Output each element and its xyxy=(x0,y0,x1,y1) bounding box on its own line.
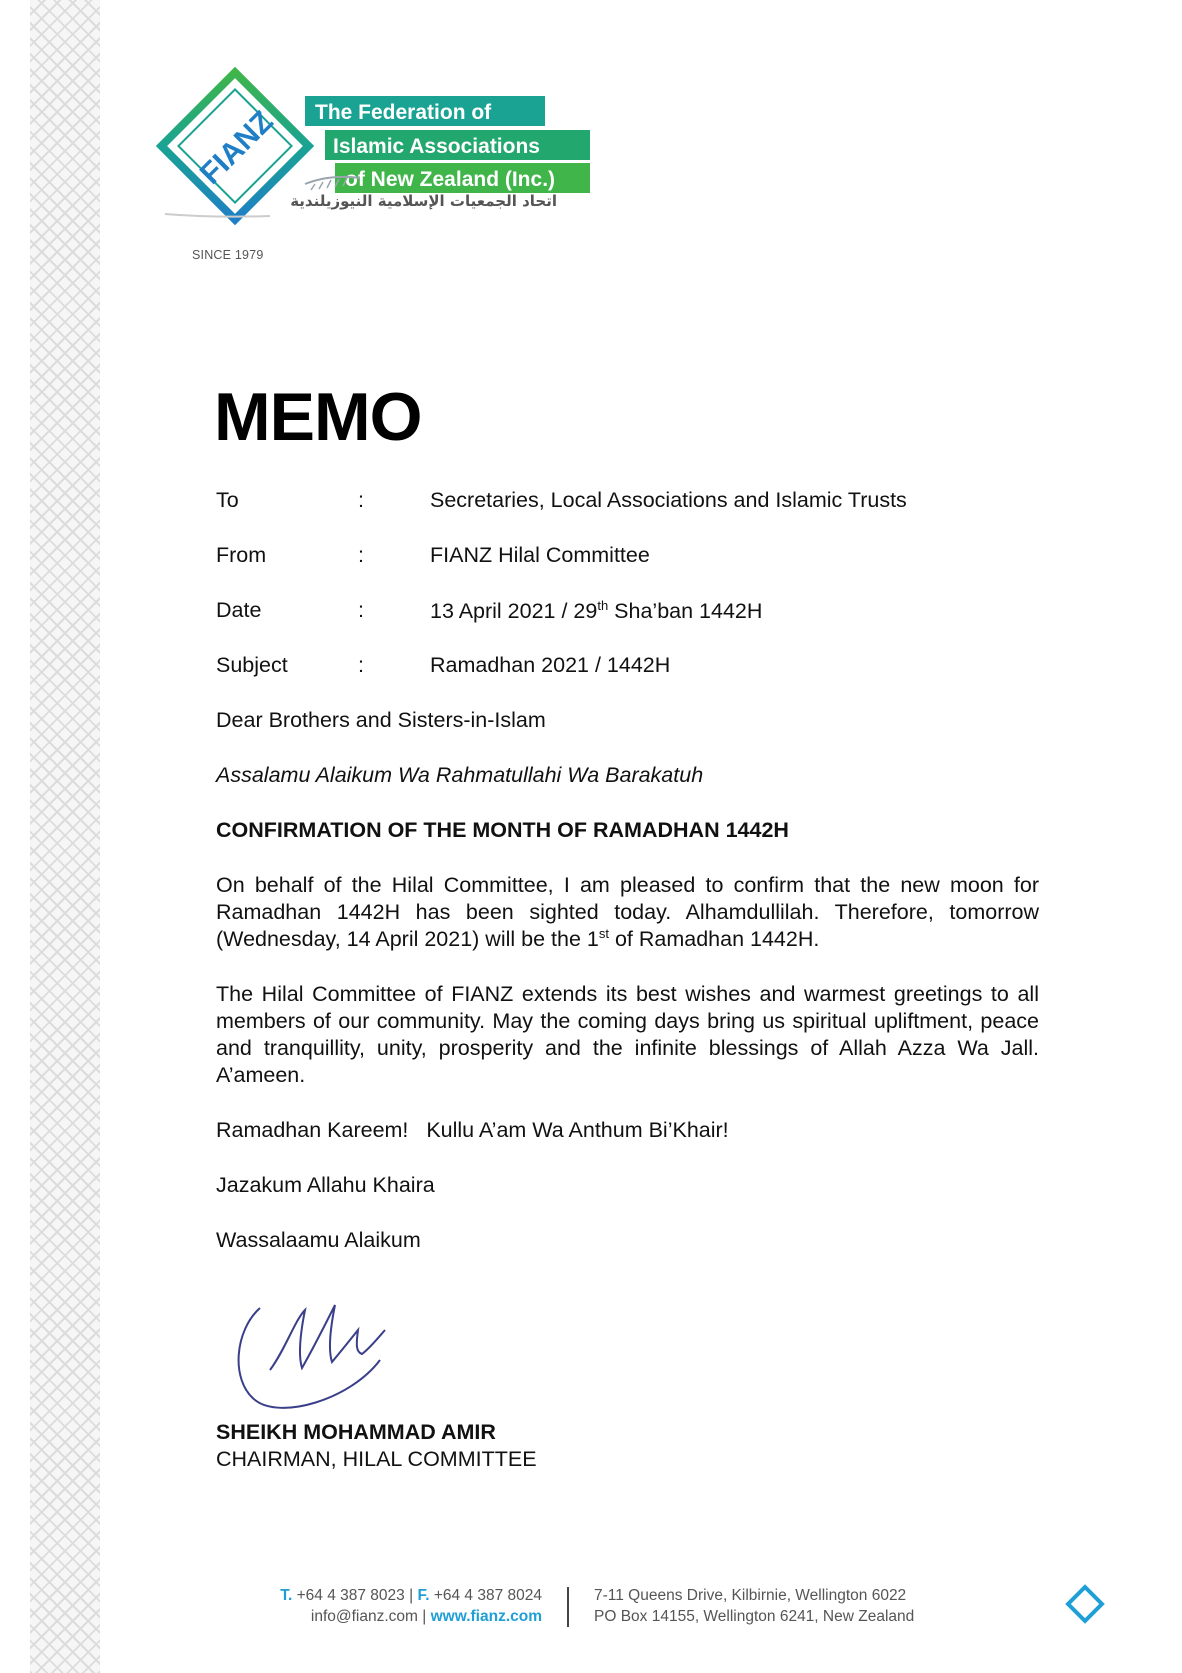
date-value-post: Sha’ban 1442H xyxy=(608,599,763,624)
paragraph-1-tail: of Ramadhan 1442H. xyxy=(608,927,820,951)
field-value: Ramadhan 2021 / 1442H xyxy=(430,653,671,677)
memo-title: MEMO xyxy=(214,379,422,455)
logo-line-3: of New Zealand (Inc.) xyxy=(345,168,556,191)
field-value: Secretaries, Local Associations and Islamic Trusts xyxy=(430,488,907,512)
logo-line-1: The Federation of xyxy=(315,101,492,124)
field-value xyxy=(430,598,762,624)
decorative-side-strip xyxy=(30,0,100,1673)
tel-number: +64 4 387 8023 xyxy=(296,1587,405,1604)
email-link[interactable]: info@fianz.com xyxy=(310,1608,418,1625)
footer-contact xyxy=(220,1585,542,1627)
website-link[interactable]: www.fianz.com xyxy=(430,1608,542,1625)
signatory-name: SHEIKH MOHAMMAD AMIR xyxy=(216,1420,496,1444)
date-value-sup: th xyxy=(597,598,609,613)
field-value: FIANZ Hilal Committee xyxy=(430,543,650,567)
since-year: SINCE 1979 xyxy=(192,248,264,262)
address-line-1: 7-11 Queens Drive, Kilbirnie, Wellington 6022 xyxy=(594,1587,907,1604)
fax-number: +64 4 387 8024 xyxy=(433,1587,542,1604)
footer-separator: | xyxy=(409,1587,414,1604)
diamond-icon xyxy=(1063,1582,1107,1626)
paragraph-2: The Hilal Committee of FIANZ extends its best wishes and warmest greetings to all members of our community. May the coming days bring us spiritual upliftment, peace and tranquillity, unity, prosperity and the infinite blessings of Allah Azza Wa Jall. A’ameen. xyxy=(216,982,1039,1087)
wishes: Ramadhan Kareem! Kullu A’am Wa Anthum Bi’Khair! xyxy=(216,1118,729,1142)
footer-separator: | xyxy=(422,1608,427,1625)
field-label: Subject xyxy=(216,653,288,677)
fax-label: F. xyxy=(417,1587,430,1604)
closing: Wassalaamu Alaikum xyxy=(216,1228,421,1252)
field-label: From xyxy=(216,543,267,567)
paragraph-1-text: On behalf of the Hilal Committee, I am pleased to confirm that the new moon for Ramadhan 1442H has been sighted today. Alhamdullilah. Therefore, tomorrow (Wednesday, 14 April 2021) will be the 1 xyxy=(216,873,1039,951)
field-colon: : xyxy=(358,543,364,567)
footer-divider xyxy=(567,1587,569,1627)
tel-label: T. xyxy=(280,1587,293,1604)
section-heading: CONFIRMATION OF THE MONTH OF RAMADHAN 1442H xyxy=(216,818,789,842)
date-value-pre: 13 April 2021 / 29 xyxy=(430,599,598,624)
logo-monogram: FIANZ xyxy=(193,104,280,191)
handwritten-signature xyxy=(230,1290,410,1420)
field-label: To xyxy=(216,488,239,512)
field-colon: : xyxy=(358,653,364,677)
fianz-logo xyxy=(155,66,605,266)
logo-arabic: اتحاد الجمعيات الإسلامية النيوزيلندية xyxy=(290,192,557,210)
address-line-2: PO Box 14155, Wellington 6241, New Zealand xyxy=(594,1608,915,1625)
salutation: Dear Brothers and Sisters-in-Islam xyxy=(216,708,546,732)
logo-line-2: Islamic Associations xyxy=(333,135,540,158)
footer-address xyxy=(594,1585,914,1627)
paragraph-1 xyxy=(216,872,1039,953)
field-colon: : xyxy=(358,488,364,512)
field-colon: : xyxy=(358,598,364,622)
thanks: Jazakum Allahu Khaira xyxy=(216,1173,435,1197)
paragraph-1-sup: st xyxy=(598,925,609,941)
greeting: Assalamu Alaikum Wa Rahmatullahi Wa Barakatuh xyxy=(216,763,704,787)
field-label: Date xyxy=(216,598,262,622)
signatory-title: CHAIRMAN, HILAL COMMITTEE xyxy=(216,1447,537,1471)
